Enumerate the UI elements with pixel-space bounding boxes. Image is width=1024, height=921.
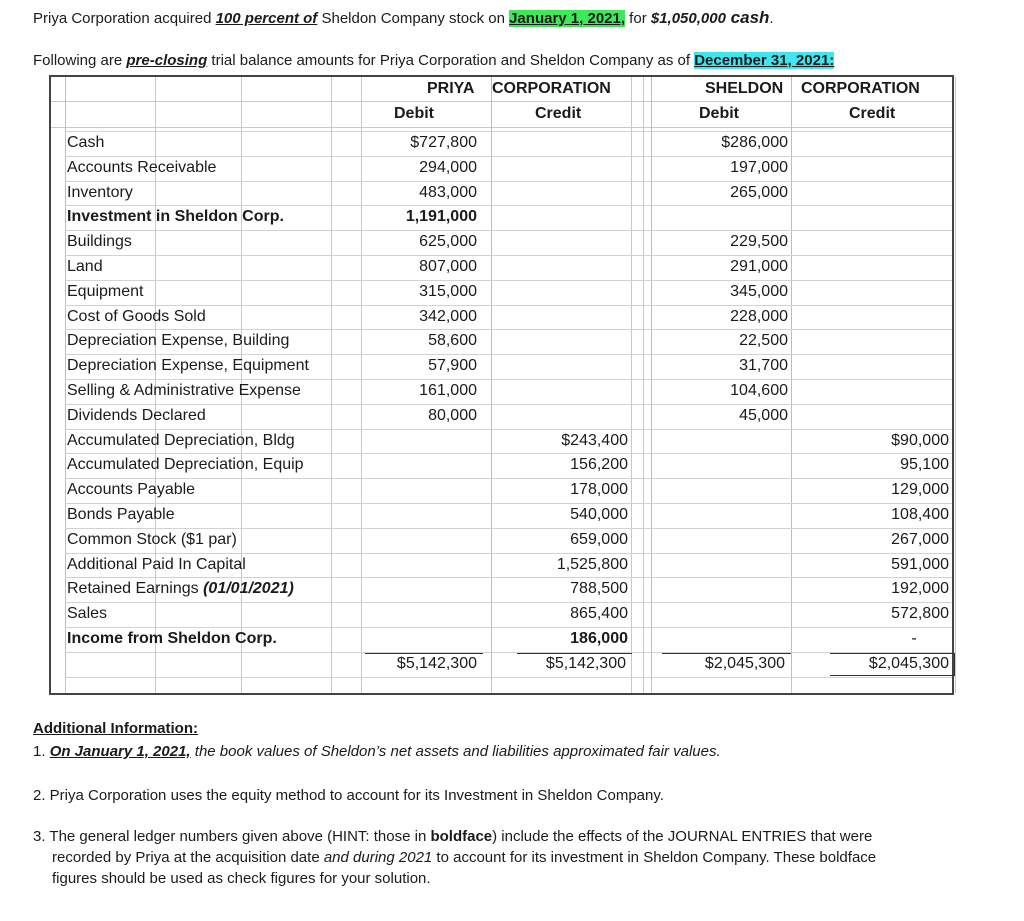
grid-hline: [65, 329, 952, 330]
sheldon-debit-total: $2,045,300: [704, 655, 785, 672]
account-label: Accounts Receivable: [67, 159, 217, 176]
account-label: Sales: [67, 605, 108, 622]
intro-text: .: [769, 10, 774, 27]
priya-credit-cell: 1,525,800: [556, 556, 628, 573]
account-label: Selling & Administrative Expense: [67, 382, 301, 399]
priya-debit-header: Debit: [394, 105, 434, 122]
priya-debit-cell: 294,000: [419, 159, 477, 176]
grid-hline: [65, 503, 952, 504]
note-3-text: 3. The general ledger numbers given above (HINT: those in: [33, 828, 431, 845]
balance-date: December 31, 2021:: [694, 52, 835, 69]
note-3-boldface: boldface: [430, 828, 493, 845]
intro-line-1: [33, 8, 774, 28]
sheldon-header-corp: CORPORATION: [801, 80, 920, 97]
grid-hline: [65, 577, 952, 578]
grid-hline: [65, 602, 952, 603]
note-2: 2. Priya Corporation uses the equity method to account for its Investment in Sheldon Company.: [33, 787, 664, 804]
priya-credit-cell: 659,000: [570, 531, 628, 548]
account-label: Equipment: [67, 283, 144, 300]
sheldon-debit-cell: 31,700: [739, 357, 788, 374]
account-label: Dividends Declared: [67, 407, 206, 424]
priya-debit-cell: 57,900: [428, 357, 477, 374]
priya-credit-cell: 540,000: [570, 506, 628, 523]
priya-debit-cell: 625,000: [419, 233, 477, 250]
intro-text: trial balance amounts for Priya Corporation and Sheldon Company as of: [207, 52, 695, 69]
grid-hline: [65, 255, 952, 256]
sheldon-credit-total: $2,045,300: [868, 655, 949, 672]
note-1-text: the book values of Sheldon’s net assets and liabilities approximated fair values.: [190, 743, 721, 760]
intro-line-2: [33, 52, 834, 69]
grid-hline: [65, 677, 952, 678]
sheldon-debit-cell: 228,000: [730, 308, 788, 325]
sheldon-credit-cell: 95,100: [900, 456, 949, 473]
note-1: [33, 741, 721, 762]
priya-credit-cell: 156,200: [570, 456, 628, 473]
priya-credit-cell: 178,000: [570, 481, 628, 498]
grid-hline: [65, 453, 952, 454]
note-3-emphasis: and during 2021: [323, 849, 433, 866]
intro-text: Sheldon Company stock on: [317, 10, 510, 27]
grid-hline: [65, 131, 952, 132]
grid-hline: [65, 280, 952, 281]
sheldon-header-word: SHELDON: [705, 80, 784, 97]
grid-hline: [65, 553, 952, 554]
sheldon-debit-cell: 22,500: [739, 332, 788, 349]
sheldon-debit-cell: 345,000: [730, 283, 788, 300]
sheldon-credit-header: Credit: [849, 105, 896, 122]
grid-vline: [631, 77, 632, 693]
account-label: Common Stock ($1 par): [67, 531, 237, 548]
sheldon-credit-cell: -: [911, 630, 917, 647]
sheldon-credit-cell: 572,800: [891, 605, 949, 622]
priya-credit-cell: 186,000: [570, 630, 628, 647]
account-label: Land: [67, 258, 103, 275]
priya-credit-header: Credit: [535, 105, 582, 122]
account-label: Depreciation Expense, Building: [67, 332, 290, 349]
intro-text: for: [625, 10, 651, 27]
grid-hline: [65, 181, 952, 182]
sheldon-debit-cell: 197,000: [730, 159, 788, 176]
priya-debit-cell: 315,000: [419, 283, 477, 300]
priya-credit-cell: $243,400: [561, 432, 628, 449]
purchase-price: $1,050,000: [650, 10, 726, 27]
grid-hline: [65, 652, 952, 653]
sheldon-debit-cell: 291,000: [730, 258, 788, 275]
priya-credit-cell: 865,400: [570, 605, 628, 622]
account-label: Additional Paid In Capital: [67, 556, 246, 573]
sheldon-credit-cell: 192,000: [891, 580, 949, 597]
grid-hline: [65, 627, 952, 628]
acquisition-date: January 1, 2021,: [509, 10, 626, 27]
sheldon-debit-header: Debit: [699, 105, 739, 122]
grid-hline: [65, 404, 952, 405]
priya-debit-cell: 161,000: [419, 382, 477, 399]
sheldon-credit-cell: $90,000: [891, 432, 949, 449]
priya-debit-total: $5,142,300: [396, 655, 477, 672]
additional-info-title: Additional Information:: [33, 720, 198, 737]
pre-closing-term: pre-closing: [126, 52, 208, 69]
note-3-text: recorded by Priya at the acquisition date: [52, 849, 324, 866]
grid-vline: [955, 77, 956, 693]
sheldon-credit-cell: 591,000: [891, 556, 949, 573]
priya-debit-cell: $727,800: [410, 134, 477, 151]
account-label: Investment in Sheldon Corp.: [67, 208, 284, 225]
priya-debit-cell: 80,000: [428, 407, 477, 424]
priya-debit-cell: 807,000: [419, 258, 477, 275]
intro-ownership: 100 percent of: [215, 10, 318, 27]
account-label: Bonds Payable: [67, 506, 175, 523]
trial-balance-table: [49, 75, 954, 695]
note-3-text: to account for its investment in Sheldon Company. These boldface: [432, 849, 877, 866]
account-label: Retained Earnings (01/01/2021): [67, 580, 294, 597]
grid-hline: [65, 230, 952, 231]
note-1-date: On January 1, 2021,: [49, 743, 191, 760]
account-label: Buildings: [67, 233, 132, 250]
account-label-date: (01/01/2021): [203, 580, 294, 597]
note-3-text: figures should be used as check figures for your solution.: [52, 870, 431, 887]
priya-credit-total: $5,142,300: [545, 655, 626, 672]
grid-vline: [643, 77, 644, 693]
note-3-text: ) include the effects of the JOURNAL ENTRIES that were: [492, 828, 873, 845]
account-label: Cash: [67, 134, 105, 151]
intro-text: Following are: [33, 52, 127, 69]
sheldon-credit-cell: 129,000: [891, 481, 949, 498]
grid-hline: [65, 379, 952, 380]
account-label: Accumulated Depreciation, Bldg: [67, 432, 295, 449]
sheldon-debit-cell: 229,500: [730, 233, 788, 250]
priya-header-word: PRIYA: [427, 80, 475, 97]
sheldon-credit-cell: 108,400: [891, 506, 949, 523]
account-label: Cost of Goods Sold: [67, 308, 206, 325]
grid-hline: [65, 429, 952, 430]
grid-hline: [65, 305, 952, 306]
intro-text: Priya Corporation acquired: [33, 10, 216, 27]
payment-type: cash: [725, 8, 770, 27]
grid-hline: [65, 205, 952, 206]
note-3: [33, 826, 876, 889]
grid-hline: [65, 354, 952, 355]
sheldon-debit-cell: $286,000: [721, 134, 788, 151]
note-number: 1.: [33, 743, 50, 760]
account-label: Accumulated Depreciation, Equip: [67, 456, 304, 473]
sheldon-debit-cell: 265,000: [730, 184, 788, 201]
sheldon-credit-cell: 267,000: [891, 531, 949, 548]
priya-debit-cell: 58,600: [428, 332, 477, 349]
priya-debit-cell: 342,000: [419, 308, 477, 325]
grid-hline: [65, 156, 952, 157]
priya-debit-cell: 1,191,000: [405, 208, 477, 225]
priya-credit-cell: 788,500: [570, 580, 628, 597]
priya-debit-cell: 483,000: [419, 184, 477, 201]
account-label: Income from Sheldon Corp.: [67, 630, 277, 647]
account-label: Accounts Payable: [67, 481, 196, 498]
account-label: Depreciation Expense, Equipment: [67, 357, 309, 374]
grid-hline: [65, 528, 952, 529]
priya-header-corp: CORPORATION: [492, 80, 611, 97]
sheldon-debit-cell: 45,000: [739, 407, 788, 424]
account-label: Inventory: [67, 184, 133, 201]
sheldon-debit-cell: 104,600: [730, 382, 788, 399]
grid-hline: [65, 478, 952, 479]
